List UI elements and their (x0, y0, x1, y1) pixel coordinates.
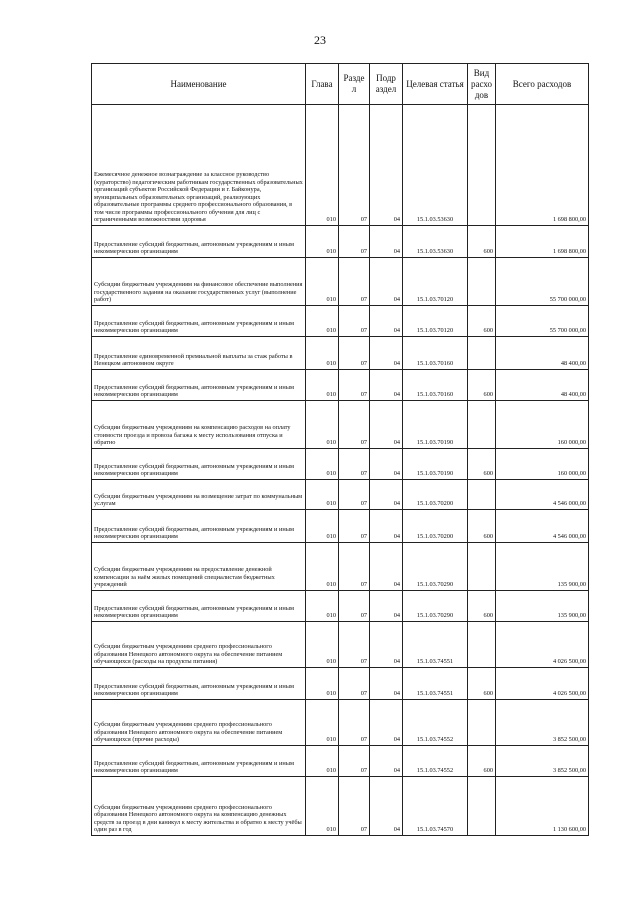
table-header-row (92, 64, 589, 105)
cell-total: 135 900,00 (496, 591, 589, 622)
table-row (92, 306, 589, 337)
cell-name: Предоставление единовременной премиальной выплаты за стаж работы в Ненецком автономном округе (92, 337, 306, 370)
cell-name: Предоставление субсидий бюджетным, автономным учреждениям и иным некоммерческим организациям (92, 668, 306, 700)
cell-name: Предоставление субсидий бюджетным, автономным учреждениям и иным некоммерческим организациям (92, 370, 306, 401)
cell-total: 48 400,00 (496, 370, 589, 401)
table-row (92, 622, 589, 668)
cell-razdel: 07 (339, 591, 370, 622)
header-vid: Вид расхо дов (468, 64, 496, 105)
cell-vid (468, 543, 496, 591)
cell-total: 135 900,00 (496, 543, 589, 591)
cell-target: 15.1.03.70160 (403, 337, 468, 370)
cell-target: 15.1.03.53630 (403, 105, 468, 226)
cell-razdel: 07 (339, 777, 370, 836)
header-glava: Глава (306, 64, 339, 105)
cell-razdel: 07 (339, 668, 370, 700)
table-row (92, 401, 589, 449)
cell-target: 15.1.03.70290 (403, 543, 468, 591)
cell-glava: 010 (306, 226, 339, 258)
table-row (92, 777, 589, 836)
table-row (92, 543, 589, 591)
cell-name: Предоставление субсидий бюджетным, автономным учреждениям и иным некоммерческим организациям (92, 591, 306, 622)
cell-vid (468, 622, 496, 668)
cell-glava: 010 (306, 449, 339, 480)
cell-target: 15.1.03.70120 (403, 258, 468, 306)
table-row (92, 449, 589, 480)
cell-total: 3 852 500,00 (496, 746, 589, 777)
cell-name: Предоставление субсидий бюджетным, автономным учреждениям и иным некоммерческим организациям (92, 449, 306, 480)
cell-podrazdel: 04 (370, 700, 403, 746)
cell-podrazdel: 04 (370, 777, 403, 836)
cell-vid (468, 401, 496, 449)
table-row (92, 668, 589, 700)
cell-razdel: 07 (339, 510, 370, 543)
cell-razdel: 07 (339, 337, 370, 370)
cell-total: 160 000,00 (496, 449, 589, 480)
cell-razdel: 07 (339, 105, 370, 226)
cell-target: 15.1.03.53630 (403, 226, 468, 258)
cell-target: 15.1.03.70190 (403, 449, 468, 480)
cell-glava: 010 (306, 591, 339, 622)
table-row (92, 105, 589, 226)
cell-name: Субсидии бюджетным учреждениям среднего профессионального образования Ненецкого автономного округа на компенсацию денежных средств за проезд в дни каникул к месту жительства и обратно к месту учёбы один раз в год (92, 777, 306, 836)
header-razdel: Разде л (339, 64, 370, 105)
cell-target: 15.1.03.74551 (403, 668, 468, 700)
cell-target: 15.1.03.70120 (403, 306, 468, 337)
cell-target: 15.1.03.74551 (403, 622, 468, 668)
cell-name: Субсидии бюджетным учреждениям на возмещение затрат по коммунальным услугам (92, 480, 306, 510)
table-row (92, 258, 589, 306)
header-target: Целевая статья (403, 64, 468, 105)
header-name: Наименование (92, 64, 306, 105)
cell-total: 160 000,00 (496, 401, 589, 449)
cell-razdel: 07 (339, 700, 370, 746)
cell-podrazdel: 04 (370, 105, 403, 226)
cell-razdel: 07 (339, 622, 370, 668)
cell-target: 15.1.03.70190 (403, 401, 468, 449)
cell-vid (468, 337, 496, 370)
cell-vid (468, 480, 496, 510)
cell-razdel: 07 (339, 449, 370, 480)
cell-glava: 010 (306, 510, 339, 543)
cell-vid: 600 (468, 591, 496, 622)
cell-podrazdel: 04 (370, 746, 403, 777)
cell-name: Предоставление субсидий бюджетным, автономным учреждениям и иным некоммерческим организациям (92, 226, 306, 258)
cell-total: 3 852 500,00 (496, 700, 589, 746)
cell-name: Субсидии бюджетным учреждениям на предоставление денежной компенсации за наём жилых помещений специалистам бюджетных учреждений (92, 543, 306, 591)
cell-podrazdel: 04 (370, 622, 403, 668)
cell-podrazdel: 04 (370, 258, 403, 306)
cell-razdel: 07 (339, 746, 370, 777)
cell-podrazdel: 04 (370, 401, 403, 449)
cell-podrazdel: 04 (370, 337, 403, 370)
cell-podrazdel: 04 (370, 449, 403, 480)
cell-total: 55 700 000,00 (496, 258, 589, 306)
cell-name: Субсидии бюджетным учреждениям среднего профессионального образования Ненецкого автономного округа на обеспечение питанием обучающихся (прочие расходы) (92, 700, 306, 746)
cell-total: 4 026 500,00 (496, 668, 589, 700)
cell-name: Предоставление субсидий бюджетным, автономным учреждениям и иным некоммерческим организациям (92, 746, 306, 777)
cell-glava: 010 (306, 668, 339, 700)
cell-vid: 600 (468, 746, 496, 777)
cell-razdel: 07 (339, 258, 370, 306)
cell-glava: 010 (306, 306, 339, 337)
cell-podrazdel: 04 (370, 510, 403, 543)
cell-glava: 010 (306, 746, 339, 777)
cell-razdel: 07 (339, 370, 370, 401)
cell-glava: 010 (306, 105, 339, 226)
cell-total: 1 698 800,00 (496, 105, 589, 226)
cell-glava: 010 (306, 777, 339, 836)
cell-total: 1 698 800,00 (496, 226, 589, 258)
cell-podrazdel: 04 (370, 543, 403, 591)
table-row (92, 591, 589, 622)
cell-podrazdel: 04 (370, 306, 403, 337)
cell-name: Субсидии бюджетным учреждениям на компенсацию расходов на оплату стоимости проезда и провоза багажа к месту использования отпуска и обратно (92, 401, 306, 449)
cell-vid (468, 105, 496, 226)
cell-target: 15.1.03.70290 (403, 591, 468, 622)
header-total: Всего расходов (496, 64, 589, 105)
cell-razdel: 07 (339, 401, 370, 449)
cell-podrazdel: 04 (370, 480, 403, 510)
cell-name: Предоставление субсидий бюджетным, автономным учреждениям и иным некоммерческим организациям (92, 510, 306, 543)
cell-vid (468, 700, 496, 746)
table-row (92, 370, 589, 401)
table-row (92, 480, 589, 510)
cell-podrazdel: 04 (370, 226, 403, 258)
cell-razdel: 07 (339, 226, 370, 258)
cell-glava: 010 (306, 401, 339, 449)
table-body (92, 105, 589, 836)
cell-total: 4 026 500,00 (496, 622, 589, 668)
cell-target: 15.1.03.74570 (403, 777, 468, 836)
cell-total: 1 130 600,00 (496, 777, 589, 836)
cell-target: 15.1.03.70160 (403, 370, 468, 401)
cell-name: Субсидии бюджетным учреждениям на финансовое обеспечение выполнения государственного задания на оказание государственных услуг (выполнение работ) (92, 258, 306, 306)
table-row (92, 700, 589, 746)
cell-target: 15.1.03.70200 (403, 510, 468, 543)
cell-total: 4 546 000,00 (496, 510, 589, 543)
table-row (92, 337, 589, 370)
cell-podrazdel: 04 (370, 370, 403, 401)
table-row (92, 510, 589, 543)
cell-vid: 600 (468, 510, 496, 543)
cell-vid (468, 777, 496, 836)
cell-glava: 010 (306, 480, 339, 510)
cell-total: 48 400,00 (496, 337, 589, 370)
cell-vid (468, 258, 496, 306)
cell-glava: 010 (306, 543, 339, 591)
cell-podrazdel: 04 (370, 668, 403, 700)
cell-glava: 010 (306, 258, 339, 306)
cell-total: 4 546 000,00 (496, 480, 589, 510)
table-row (92, 226, 589, 258)
cell-name: Ежемесячное денежное вознаграждение за классное руководство (кураторство) педагогическим работникам государственных образовательных организаций субъектов Российской Федерации и г. Байконура, муниципальных образовательных организаций, реализующих образовательные программы среднего профессионального образования, в том числе программы профессионального обучения для лиц с ограниченными возможностями здоровья (92, 105, 306, 226)
header-podrazdel: Подр аздел (370, 64, 403, 105)
cell-glava: 010 (306, 622, 339, 668)
cell-vid: 600 (468, 306, 496, 337)
cell-target: 15.1.03.74552 (403, 700, 468, 746)
cell-vid: 600 (468, 668, 496, 700)
cell-glava: 010 (306, 337, 339, 370)
cell-vid: 600 (468, 449, 496, 480)
cell-vid: 600 (468, 226, 496, 258)
expenditure-table (91, 63, 589, 836)
cell-podrazdel: 04 (370, 591, 403, 622)
cell-target: 15.1.03.74552 (403, 746, 468, 777)
page-number: 23 (314, 33, 326, 47)
cell-razdel: 07 (339, 543, 370, 591)
cell-razdel: 07 (339, 306, 370, 337)
cell-total: 55 700 000,00 (496, 306, 589, 337)
cell-target: 15.1.03.70200 (403, 480, 468, 510)
cell-name: Субсидии бюджетным учреждениям среднего профессионального образования Ненецкого автономного округа на обеспечение питанием обучающихся (расходы на продукты питания) (92, 622, 306, 668)
cell-razdel: 07 (339, 480, 370, 510)
table-row (92, 746, 589, 777)
cell-name: Предоставление субсидий бюджетным, автономным учреждениям и иным некоммерческим организациям (92, 306, 306, 337)
cell-vid: 600 (468, 370, 496, 401)
cell-glava: 010 (306, 370, 339, 401)
cell-glava: 010 (306, 700, 339, 746)
